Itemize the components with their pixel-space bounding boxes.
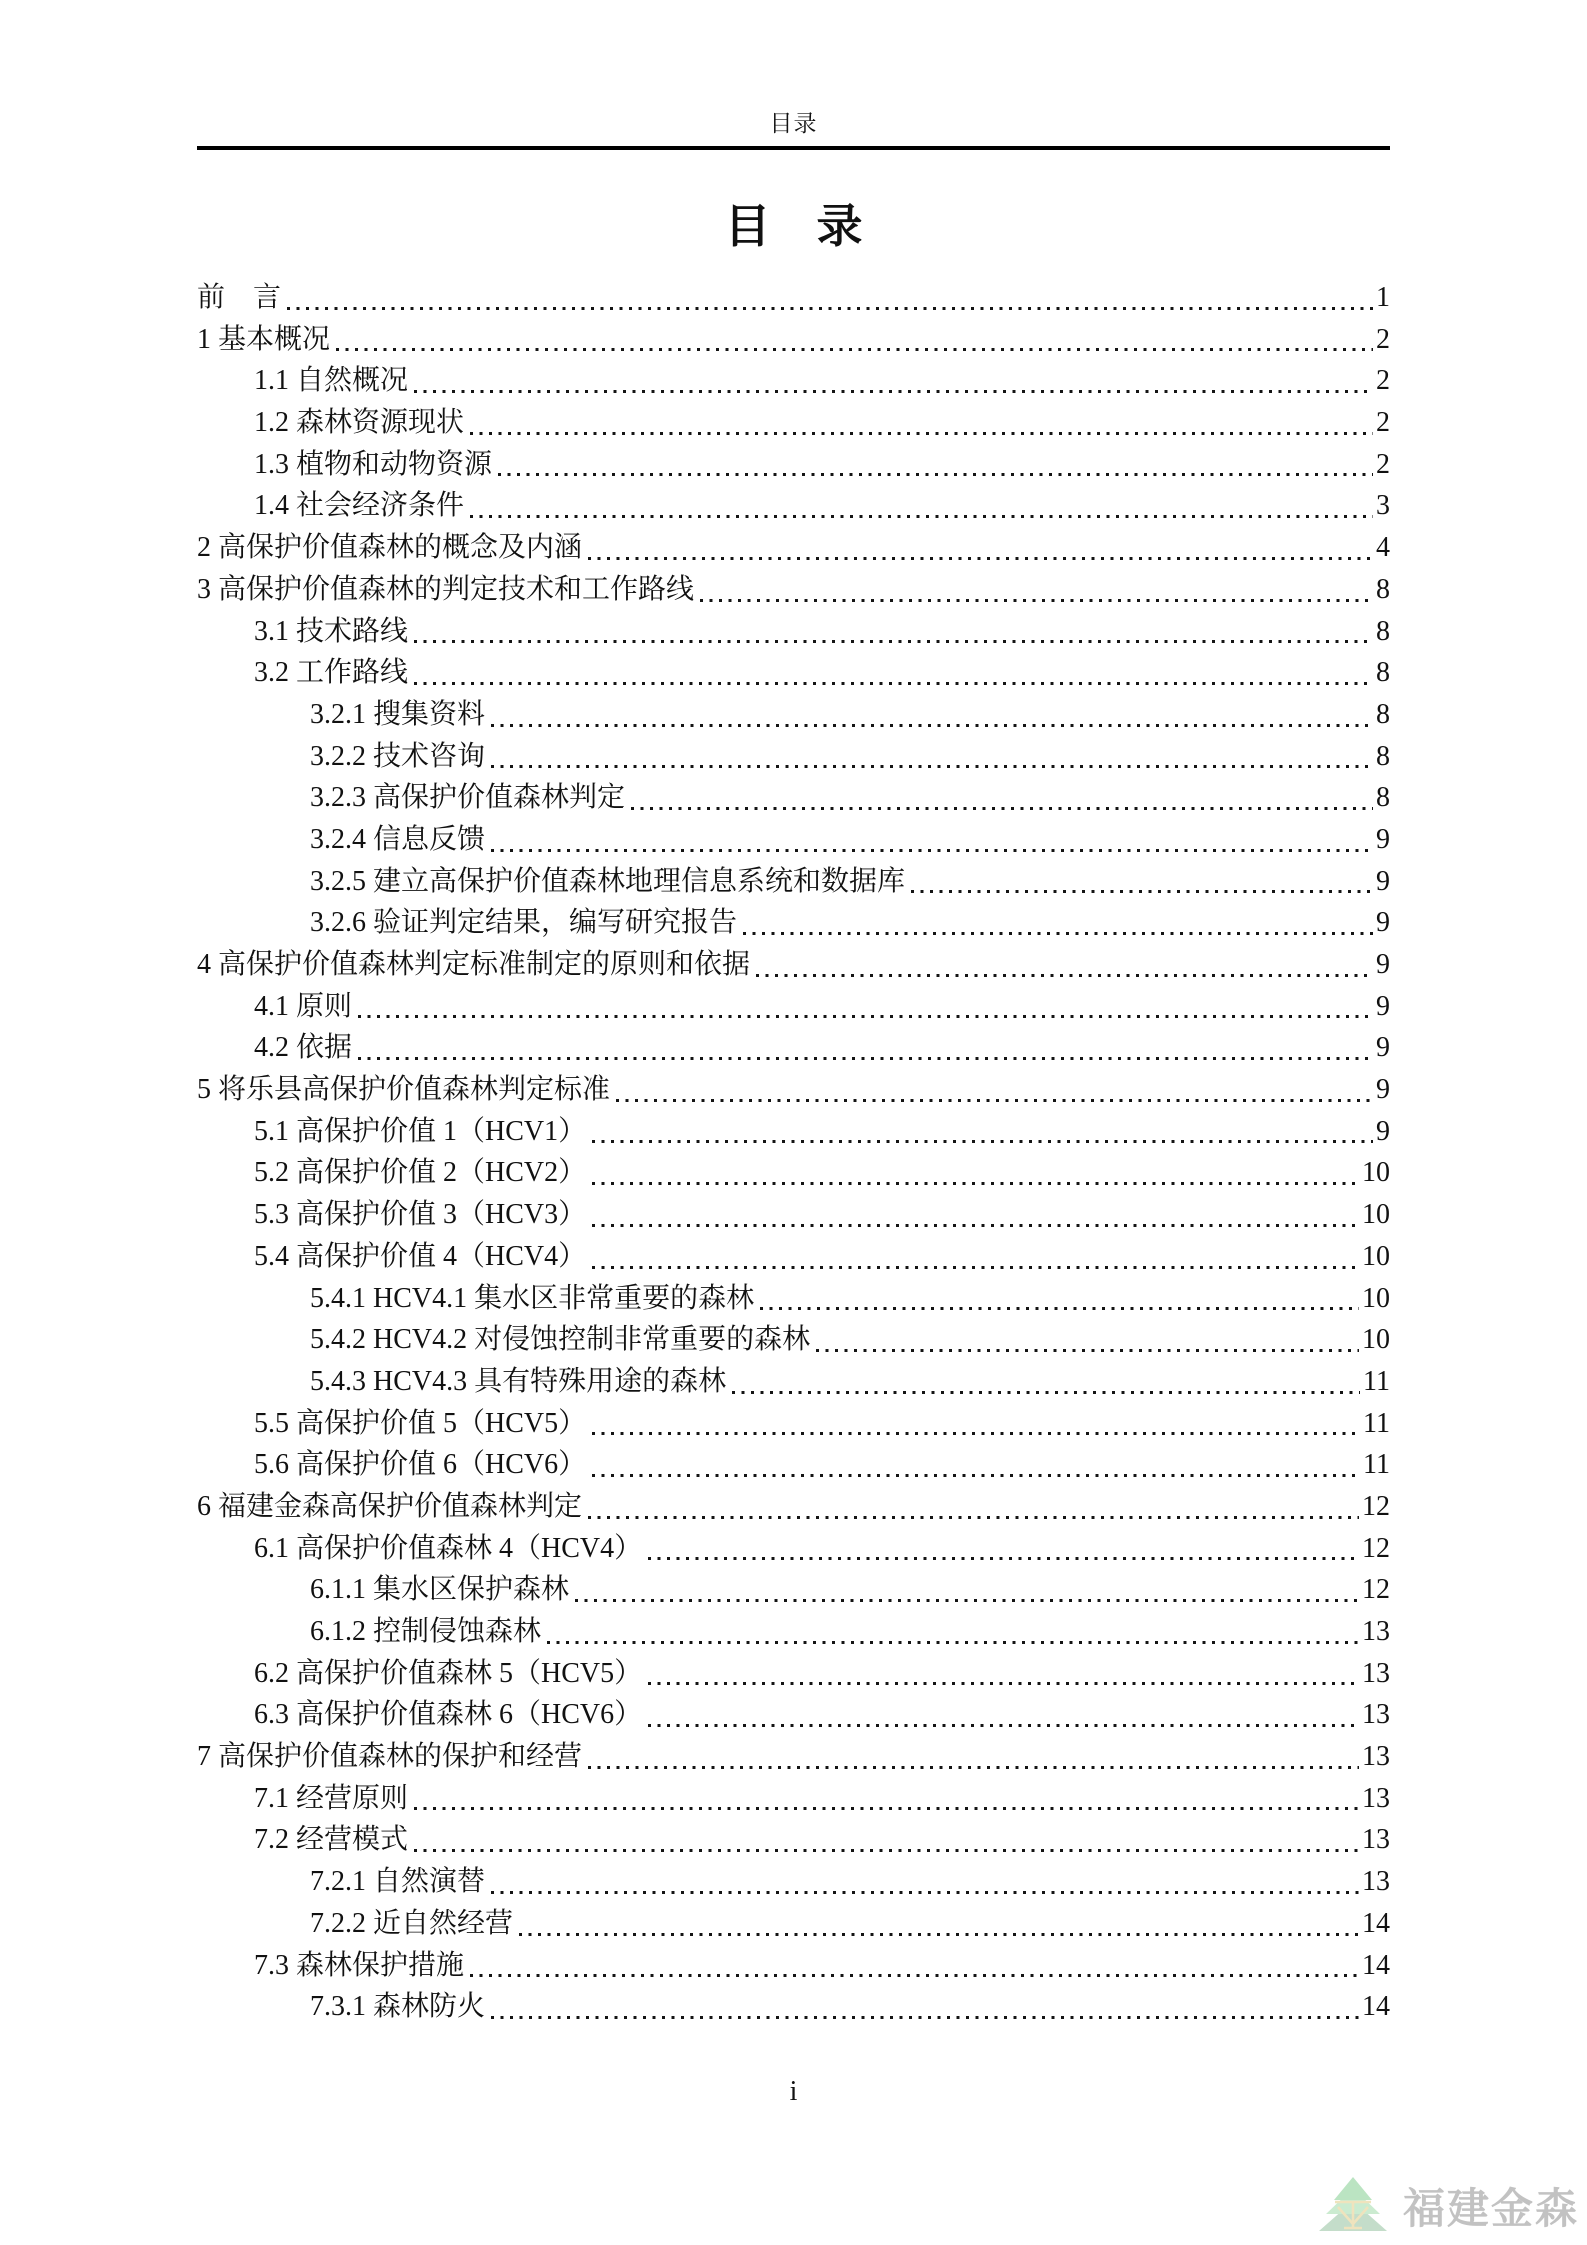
toc-entry-label: 6.1.1 集水区保护森林 bbox=[310, 1574, 570, 1606]
dot-leader bbox=[498, 473, 1373, 476]
toc-entry-page: 1 bbox=[1376, 282, 1390, 313]
toc-entry-label: 7.2.2 近自然经营 bbox=[310, 1907, 514, 1939]
toc-entry[interactable] bbox=[197, 360, 1390, 402]
toc-entry[interactable] bbox=[197, 652, 1390, 694]
toc-entry-page: 10 bbox=[1362, 1324, 1390, 1356]
toc-entry[interactable] bbox=[197, 1694, 1390, 1736]
dot-leader bbox=[491, 724, 1373, 727]
dot-leader bbox=[760, 1307, 1359, 1310]
toc-entry-page: 11 bbox=[1363, 1365, 1390, 1397]
toc-entry-label: 1.4 社会经济条件 bbox=[254, 490, 465, 522]
toc-entry-label: 4.1 原则 bbox=[254, 990, 353, 1022]
toc-entry[interactable] bbox=[197, 944, 1390, 986]
dot-leader bbox=[592, 1224, 1359, 1227]
page-number: i bbox=[789, 2076, 798, 2107]
dot-leader bbox=[491, 849, 1373, 852]
dot-leader bbox=[358, 1015, 1373, 1018]
toc-entry[interactable] bbox=[197, 1444, 1390, 1486]
dot-leader bbox=[911, 890, 1373, 893]
dot-leader bbox=[414, 390, 1373, 393]
toc-entry[interactable] bbox=[197, 1403, 1390, 1445]
dot-leader bbox=[287, 307, 1373, 310]
toc-entry[interactable] bbox=[197, 1528, 1390, 1570]
toc-entry[interactable] bbox=[197, 1111, 1390, 1153]
toc-entry-page: 9 bbox=[1376, 990, 1390, 1022]
toc-entry[interactable] bbox=[197, 1986, 1390, 2028]
toc-entry-page: 12 bbox=[1362, 1574, 1390, 1606]
dot-leader bbox=[743, 932, 1373, 935]
toc-entry-label: 3.2.3 高保护价值森林判定 bbox=[310, 782, 626, 814]
toc-entry-page: 8 bbox=[1376, 657, 1390, 689]
toc-entry-page: 13 bbox=[1362, 1824, 1390, 1856]
toc-entry-label: 3.2.2 技术咨询 bbox=[310, 740, 486, 772]
dot-leader bbox=[547, 1641, 1359, 1644]
dot-leader bbox=[519, 1933, 1359, 1936]
toc-entry-page: 9 bbox=[1376, 949, 1390, 980]
running-header-text: 目录 bbox=[769, 111, 818, 136]
dot-leader bbox=[491, 2016, 1359, 2019]
toc-entry[interactable] bbox=[197, 1194, 1390, 1236]
dot-leader bbox=[491, 765, 1373, 768]
toc-entry-page: 12 bbox=[1362, 1490, 1390, 1522]
dot-leader bbox=[414, 682, 1373, 685]
toc-entry-page: 13 bbox=[1362, 1866, 1390, 1898]
toc-entry-label: 7.1 经营原则 bbox=[254, 1782, 409, 1814]
toc-entry-page: 2 bbox=[1376, 365, 1390, 397]
toc-entry[interactable] bbox=[197, 902, 1390, 944]
page-title: 目 录 bbox=[724, 201, 863, 252]
toc-entry-label: 5.6 高保护价值 6（HCV6） bbox=[254, 1449, 587, 1481]
dot-leader bbox=[491, 1891, 1359, 1894]
toc-entry[interactable] bbox=[197, 1945, 1390, 1987]
toc-list bbox=[197, 277, 1390, 2028]
toc-entry-page: 13 bbox=[1362, 1741, 1390, 1773]
toc-entry[interactable] bbox=[197, 1152, 1390, 1194]
toc-entry[interactable] bbox=[197, 1027, 1390, 1069]
toc-entry-label: 1.2 森林资源现状 bbox=[254, 407, 465, 439]
toc-entry-page: 8 bbox=[1376, 573, 1390, 605]
toc-entry-label: 6 福建金森高保护价值森林判定 bbox=[197, 1490, 583, 1522]
toc-entry[interactable] bbox=[197, 736, 1390, 778]
toc-entry-page: 13 bbox=[1362, 1699, 1390, 1731]
toc-entry[interactable] bbox=[197, 485, 1390, 527]
toc-entry-label: 6.1 高保护价值森林 4（HCV4） bbox=[254, 1532, 643, 1564]
toc-entry-page: 8 bbox=[1376, 782, 1390, 814]
toc-entry-page: 8 bbox=[1376, 740, 1390, 772]
dot-leader bbox=[336, 348, 1373, 351]
toc-entry-page: 9 bbox=[1376, 865, 1390, 897]
toc-entry[interactable] bbox=[197, 1361, 1390, 1403]
toc-entry-page: 14 bbox=[1362, 1949, 1390, 1981]
toc-entry-label: 6.3 高保护价值森林 6（HCV6） bbox=[254, 1699, 643, 1731]
toc-entry-page: 8 bbox=[1376, 698, 1390, 730]
toc-entry-page: 11 bbox=[1363, 1407, 1390, 1439]
toc-entry[interactable] bbox=[197, 1278, 1390, 1320]
toc-entry-label: 6.2 高保护价值森林 5（HCV5） bbox=[254, 1657, 643, 1689]
toc-entry-label: 5.3 高保护价值 3（HCV3） bbox=[254, 1199, 587, 1231]
toc-entry-page: 14 bbox=[1362, 1991, 1390, 2023]
toc-entry-label: 4 高保护价值森林判定标准制定的原则和依据 bbox=[197, 949, 751, 980]
toc-entry-page: 9 bbox=[1376, 907, 1390, 939]
toc-entry[interactable] bbox=[197, 1569, 1390, 1611]
toc-entry[interactable] bbox=[197, 527, 1390, 569]
dot-leader bbox=[648, 1724, 1359, 1727]
toc-entry[interactable] bbox=[197, 1653, 1390, 1695]
dot-leader bbox=[470, 432, 1373, 435]
dot-leader bbox=[470, 515, 1373, 518]
toc-entry-label: 6.1.2 控制侵蚀森林 bbox=[310, 1616, 542, 1647]
toc-entry[interactable] bbox=[197, 1903, 1390, 1945]
toc-entry-page: 4 bbox=[1376, 532, 1390, 564]
dot-leader bbox=[732, 1391, 1360, 1394]
toc-entry-page: 2 bbox=[1376, 323, 1390, 355]
dot-leader bbox=[592, 1182, 1359, 1185]
toc-entry[interactable] bbox=[197, 1861, 1390, 1903]
toc-entry[interactable] bbox=[197, 694, 1390, 736]
dot-leader bbox=[588, 1766, 1359, 1769]
toc-entry[interactable] bbox=[197, 1819, 1390, 1861]
dot-leader bbox=[358, 1057, 1373, 1060]
toc-entry-page: 12 bbox=[1362, 1532, 1390, 1564]
toc-entry[interactable] bbox=[197, 1319, 1390, 1361]
toc-entry-label: 3.2.6 验证判定结果，编写研究报告 bbox=[310, 907, 738, 939]
dot-leader bbox=[616, 1099, 1373, 1102]
dot-leader bbox=[592, 1266, 1359, 1269]
dot-leader bbox=[700, 599, 1373, 602]
toc-entry[interactable] bbox=[197, 1486, 1390, 1528]
toc-entry-label: 5 将乐县高保护价值森林判定标准 bbox=[197, 1074, 611, 1106]
toc-entry-label: 7.2.1 自然演替 bbox=[310, 1866, 486, 1898]
dot-leader bbox=[414, 640, 1373, 643]
toc-entry[interactable] bbox=[197, 819, 1390, 861]
toc-entry-label: 5.5 高保护价值 5（HCV5） bbox=[254, 1407, 587, 1439]
dot-leader bbox=[756, 974, 1373, 977]
toc-entry[interactable] bbox=[197, 1611, 1390, 1653]
toc-entry-label: 3.2.4 信息反馈 bbox=[310, 823, 486, 855]
toc-entry[interactable] bbox=[197, 1736, 1390, 1778]
toc-entry-page: 9 bbox=[1376, 1115, 1390, 1147]
toc-entry-page: 2 bbox=[1376, 407, 1390, 439]
toc-entry-label: 2 高保护价值森林的概念及内涵 bbox=[197, 532, 583, 564]
toc-entry[interactable] bbox=[197, 1778, 1390, 1820]
running-header bbox=[197, 0, 1390, 150]
toc-entry-label: 5.4 高保护价值 4（HCV4） bbox=[254, 1240, 587, 1272]
toc-entry-label: 3 高保护价值森林的判定技术和工作路线 bbox=[197, 573, 695, 605]
toc-entry-label: 7.3 森林保护措施 bbox=[254, 1949, 465, 1981]
toc-entry-label: 5.1 高保护价值 1（HCV1） bbox=[254, 1115, 587, 1147]
toc-entry-page: 8 bbox=[1376, 615, 1390, 647]
toc-entry-label: 3.1 技术路线 bbox=[254, 615, 409, 647]
tree-logo-icon bbox=[1313, 2175, 1393, 2235]
company-logo bbox=[1313, 2175, 1579, 2235]
toc-entry-page: 13 bbox=[1362, 1657, 1390, 1689]
toc-entry-page: 10 bbox=[1362, 1240, 1390, 1272]
dot-leader bbox=[592, 1432, 1360, 1435]
toc-entry[interactable] bbox=[197, 1236, 1390, 1278]
toc-entry-label: 5.4.3 HCV4.3 具有特殊用途的森林 bbox=[310, 1365, 727, 1397]
toc-entry-label: 1 基本概况 bbox=[197, 323, 331, 355]
toc-entry-page: 10 bbox=[1362, 1157, 1390, 1189]
toc-entry[interactable] bbox=[197, 444, 1390, 486]
toc-entry[interactable] bbox=[197, 861, 1390, 903]
dot-leader bbox=[588, 557, 1373, 560]
toc-entry-page: 9 bbox=[1376, 1032, 1390, 1064]
toc-entry-page: 10 bbox=[1362, 1282, 1390, 1314]
toc-entry[interactable] bbox=[197, 986, 1390, 1028]
toc-entry-label: 5.4.1 HCV4.1 集水区非常重要的森林 bbox=[310, 1282, 755, 1314]
toc-entry-label: 3.2 工作路线 bbox=[254, 657, 409, 689]
toc-entry-label: 7 高保护价值森林的保护和经营 bbox=[197, 1741, 583, 1773]
toc-entry-page: 10 bbox=[1362, 1199, 1390, 1231]
dot-leader bbox=[648, 1557, 1359, 1560]
toc-entry[interactable] bbox=[197, 402, 1390, 444]
toc-entry[interactable] bbox=[197, 277, 1390, 319]
toc-entry-page: 2 bbox=[1376, 448, 1390, 480]
dot-leader bbox=[414, 1807, 1359, 1810]
dot-leader bbox=[575, 1599, 1359, 1602]
company-logo-text: 福建金森 bbox=[1402, 2185, 1579, 2232]
dot-leader bbox=[414, 1849, 1359, 1852]
toc-entry[interactable] bbox=[197, 611, 1390, 653]
toc-entry-label: 3.2.1 搜集资料 bbox=[310, 698, 486, 730]
toc-entry-label: 5.4.2 HCV4.2 对侵蚀控制非常重要的森林 bbox=[310, 1324, 811, 1356]
dot-leader bbox=[592, 1474, 1360, 1477]
toc-entry[interactable] bbox=[197, 319, 1390, 361]
toc-entry[interactable] bbox=[197, 1069, 1390, 1111]
toc-entry-label: 前 言 bbox=[197, 282, 282, 313]
toc-entry-label: 5.2 高保护价值 2（HCV2） bbox=[254, 1157, 587, 1189]
dot-leader bbox=[592, 1140, 1373, 1143]
toc-entry-label: 7.2 经营模式 bbox=[254, 1824, 409, 1856]
toc-entry-label: 1.3 植物和动物资源 bbox=[254, 448, 493, 480]
toc-entry-page: 13 bbox=[1362, 1782, 1390, 1814]
toc-entry-page: 14 bbox=[1362, 1907, 1390, 1939]
dot-leader bbox=[816, 1349, 1359, 1352]
toc-entry-page: 3 bbox=[1376, 490, 1390, 522]
toc-entry-page: 11 bbox=[1363, 1449, 1390, 1481]
toc-entry-label: 3.2.5 建立高保护价值森林地理信息系统和数据库 bbox=[310, 865, 906, 897]
dot-leader bbox=[470, 1974, 1359, 1977]
toc-entry-page: 9 bbox=[1376, 823, 1390, 855]
toc-entry[interactable] bbox=[197, 777, 1390, 819]
toc-entry-label: 4.2 依据 bbox=[254, 1032, 353, 1064]
toc-entry-page: 13 bbox=[1362, 1616, 1390, 1647]
toc-entry[interactable] bbox=[197, 569, 1390, 611]
dot-leader bbox=[631, 807, 1373, 810]
dot-leader bbox=[588, 1516, 1359, 1519]
toc-entry-page: 9 bbox=[1376, 1074, 1390, 1106]
dot-leader bbox=[648, 1682, 1359, 1685]
toc-entry-label: 1.1 自然概况 bbox=[254, 365, 409, 397]
toc-entry-label: 7.3.1 森林防火 bbox=[310, 1991, 486, 2023]
